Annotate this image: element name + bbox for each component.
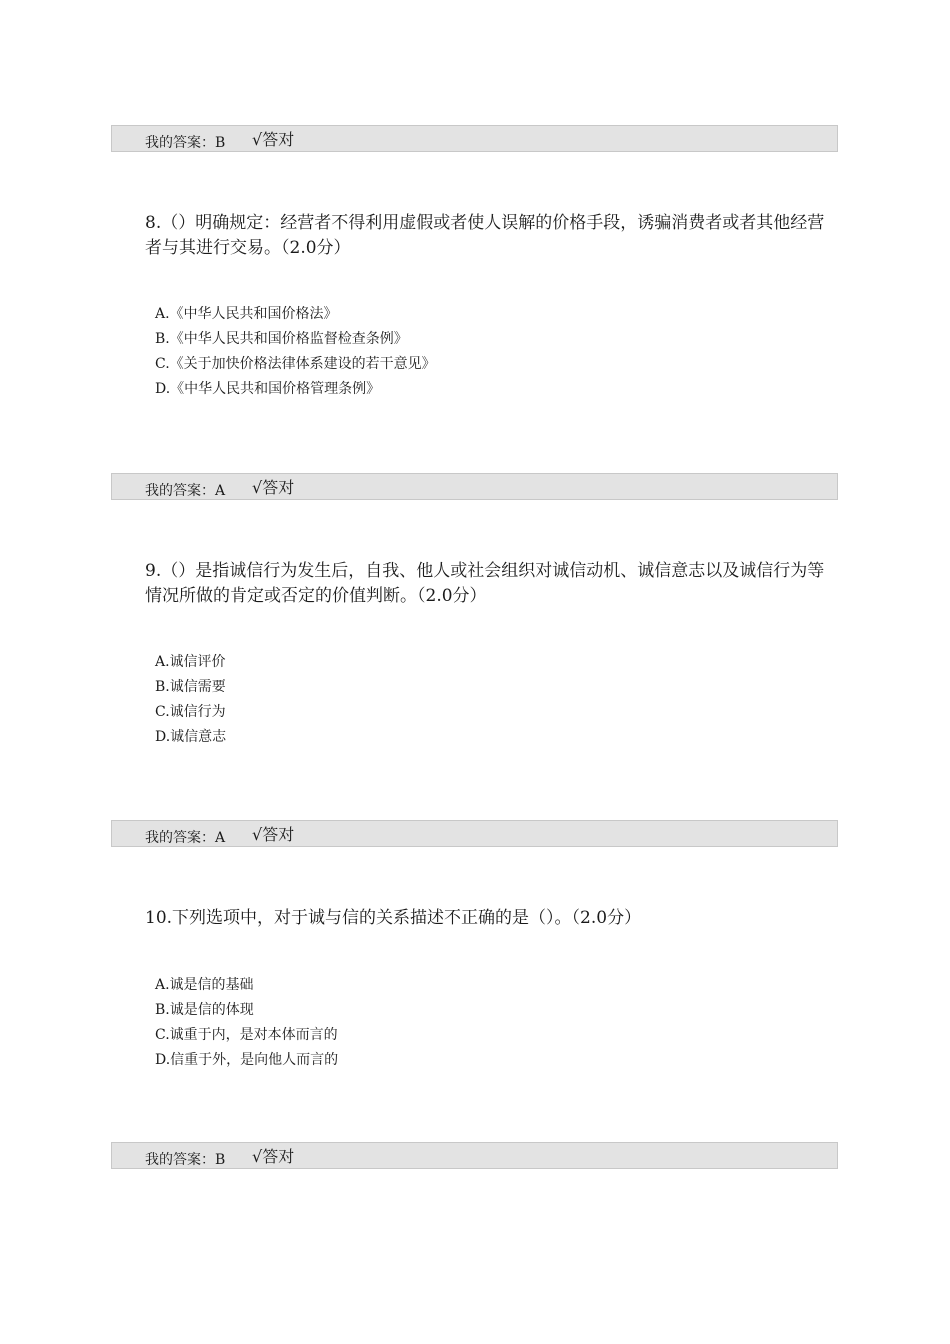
option-c: C.诚信行为 bbox=[155, 704, 226, 720]
my-answer-label: 我的答案：B bbox=[145, 135, 226, 151]
option-b: B.诚是信的体现 bbox=[155, 1002, 254, 1018]
question-text: 9.（）是指诚信行为发生后，自我、他人或社会组织对诚信动机、诚信意志以及诚信行为等情况所做的肯定或否定的价值判断。（2.0分） bbox=[145, 561, 825, 606]
option-b: B.《中华人民共和国价格监督检查条例》 bbox=[155, 331, 408, 347]
my-answer-label: 我的答案：A bbox=[145, 830, 226, 846]
my-answer-label: 我的答案：A bbox=[145, 483, 226, 499]
answer-correct-mark: √答对 bbox=[252, 130, 295, 149]
answer-bar bbox=[111, 1142, 838, 1169]
option-d: D.《中华人民共和国价格管理条例》 bbox=[155, 381, 381, 397]
answer-correct-mark: √答对 bbox=[252, 825, 295, 844]
option-d: D.诚信意志 bbox=[155, 729, 227, 745]
answer-correct-mark: √答对 bbox=[252, 1147, 295, 1166]
option-b: B.诚信需要 bbox=[155, 679, 226, 695]
option-list bbox=[155, 650, 226, 750]
question-text: 10.下列选项中，对于诚与信的关系描述不正确的是（）。（2.0分） bbox=[145, 908, 642, 928]
option-c: C.诚重于内，是对本体而言的 bbox=[155, 1027, 338, 1043]
question-text: 8.（）明确规定：经营者不得利用虚假或者使人误解的价格手段，诱骗消费者或者其他经营者与其进行交易。（2.0分） bbox=[145, 213, 825, 258]
answer-correct-mark: √答对 bbox=[252, 478, 295, 497]
option-a: A.《中华人民共和国价格法》 bbox=[155, 306, 338, 322]
answer-bar bbox=[111, 820, 838, 847]
option-list bbox=[155, 302, 436, 402]
option-list bbox=[155, 973, 338, 1073]
option-d: D.信重于外，是向他人而言的 bbox=[155, 1052, 339, 1068]
option-c: C.《关于加快价格法律体系建设的若干意见》 bbox=[155, 356, 436, 372]
option-a: A.诚信评价 bbox=[155, 654, 226, 670]
answer-bar bbox=[111, 473, 838, 500]
option-a: A.诚是信的基础 bbox=[155, 977, 254, 993]
answer-bar bbox=[111, 125, 838, 152]
my-answer-label: 我的答案：B bbox=[145, 1152, 226, 1168]
